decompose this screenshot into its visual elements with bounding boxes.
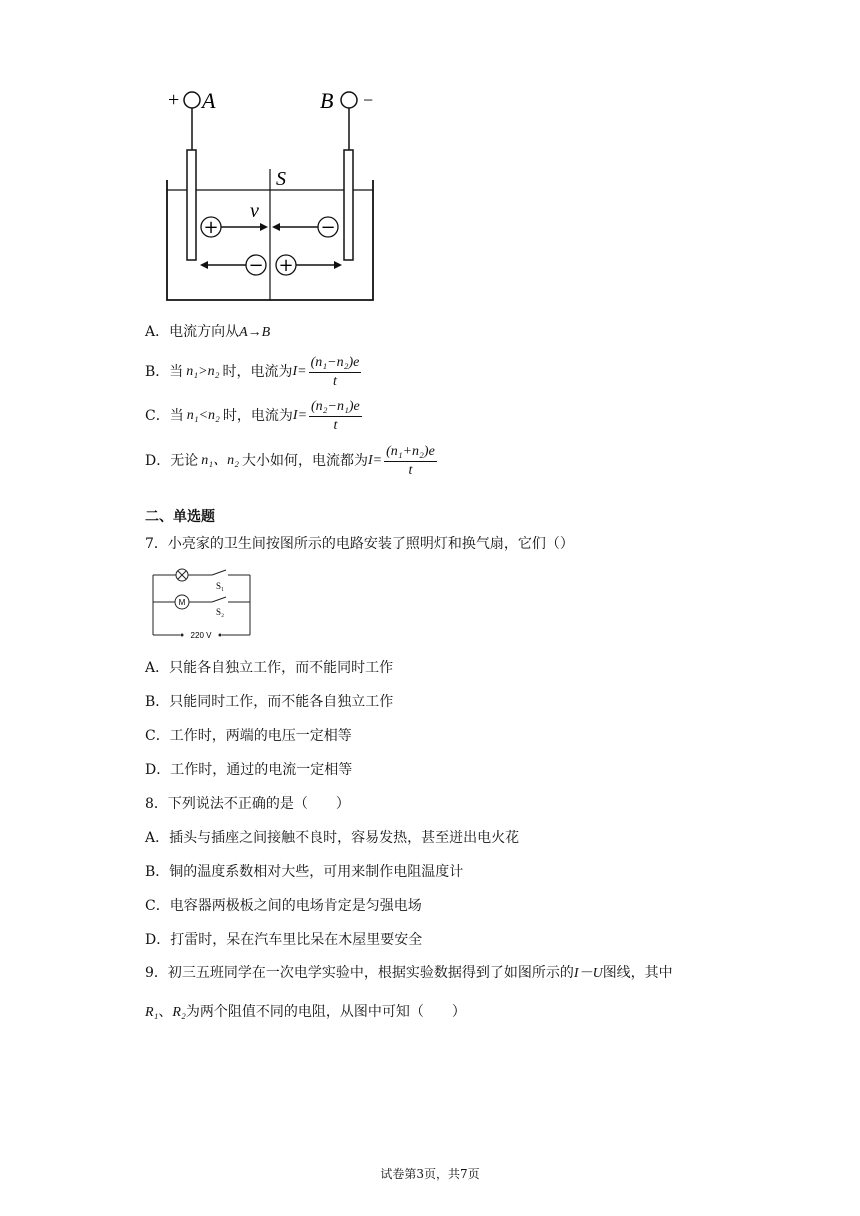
terminal-a-sign: + <box>168 89 180 111</box>
q9-stem-text: 9．初三五班同学在一次电学实验中，根据实验数据得到了如图所示的 <box>145 965 574 981</box>
q8-option-a: A．插头与插座之间接触不良时，容易发热，甚至迸出电火花 <box>145 830 520 846</box>
q8-option-c: C．电容器两极板之间的电场肯定是匀强电场 <box>145 898 422 914</box>
electrode-b <box>344 150 353 260</box>
q6-option-b-lhs: I= <box>292 364 307 379</box>
q6-option-d-mid: 大小如何，电流都为 <box>241 453 368 469</box>
q9-sep: 、 <box>158 1004 173 1020</box>
q8-option-d: D．打雷时，呆在汽车里比呆在木屋里要安全 <box>145 932 423 948</box>
terminal-b-circle <box>341 92 357 108</box>
q6-option-b-fraction <box>309 354 362 391</box>
terminal-a-label: A <box>202 88 216 113</box>
q9-stem-end: 图线，其中 <box>602 965 673 981</box>
ion-minus-upper: − <box>320 217 336 238</box>
velocity-label: v <box>250 200 259 222</box>
motor-label: M <box>178 598 186 607</box>
q6-option-a <box>145 323 270 342</box>
q9-r1: R₁ <box>145 1005 159 1020</box>
ion-plus-lower: + <box>278 255 294 276</box>
q6-option-d-lhs: I= <box>367 453 383 468</box>
q6-option-d <box>145 441 437 481</box>
q6-option-c-denominator: t <box>333 417 338 433</box>
q6-option-b-denominator: t <box>333 373 337 389</box>
q9-stem-line1 <box>145 964 673 983</box>
q6-option-c-prefix: C．当 <box>145 408 184 424</box>
page-footer: 试卷第3页，共7页 <box>380 1167 480 1181</box>
terminal-b-label: B <box>320 88 334 113</box>
ion-plus-upper: + <box>203 217 219 238</box>
q7-circuit-diagram <box>150 565 255 640</box>
q9-stem-line2 <box>145 1003 466 1022</box>
q6-option-d-prefix: D．无论 <box>145 453 199 469</box>
q6-option-b-cond: n₁>n₂ <box>186 364 220 379</box>
electrode-a <box>187 150 196 260</box>
ion-minus-lower: − <box>248 255 264 276</box>
surface-label: S <box>276 168 286 190</box>
terminal-a-circle <box>184 92 200 108</box>
q6-option-d-fraction <box>384 443 437 480</box>
switch-s2-label: S₂ <box>216 607 225 617</box>
q6-option-b <box>145 352 361 392</box>
q6-option-c-mid: 时，电流为 <box>222 408 293 424</box>
q7-option-c: C．工作时，两端的电压一定相等 <box>145 728 352 744</box>
q8-option-b: B．铜的温度系数相对大些，可用来制作电阻温度计 <box>145 864 464 880</box>
q9-graph-label: I－U <box>573 966 603 981</box>
q6-option-c <box>145 396 362 436</box>
q6-option-d-vars: n₁、n₂ <box>201 453 239 468</box>
q9-r2: R₂ <box>172 1005 186 1020</box>
q6-option-c-cond: n₁<n₂ <box>186 408 220 423</box>
q7-option-b: B．只能同时工作，而不能各自独立工作 <box>145 694 394 710</box>
q6-option-c-fraction <box>309 398 362 435</box>
q7-stem: 7．小亮家的卫生间按图所示的电路安装了照明灯和换气扇，它们（） <box>145 536 574 552</box>
q7-option-d: D．工作时，通过的电流一定相等 <box>145 762 353 778</box>
section-title: 二、单选题 <box>145 509 215 525</box>
q7-option-a: A．只能各自独立工作，而不能同时工作 <box>145 660 394 676</box>
q6-option-d-denominator: t <box>408 462 413 478</box>
q6-option-d-numerator: (n₁+n₂)e <box>384 443 437 462</box>
electrolysis-figure <box>160 82 400 307</box>
q8-stem: 8．下列说法不正确的是（ ） <box>145 796 350 812</box>
q6-option-a-expr: A→B <box>239 325 271 340</box>
q9-stem-line2-text: 为两个阻值不同的电阻，从图中可知（ ） <box>185 1004 466 1020</box>
q6-option-b-mid: 时，电流为 <box>222 364 293 380</box>
q6-option-b-numerator: (n₁−n₂)e <box>309 354 362 373</box>
q6-option-c-lhs: I= <box>292 408 308 423</box>
supply-voltage-label: 220 V <box>190 631 212 640</box>
terminal-b-sign: − <box>363 90 374 110</box>
q6-option-b-prefix: B．当 <box>145 364 184 380</box>
q6-option-c-numerator: (n₂−n₁)e <box>309 398 362 417</box>
switch-s1-label: S₁ <box>216 581 225 591</box>
q6-option-a-text: A．电流方向从 <box>145 324 240 340</box>
